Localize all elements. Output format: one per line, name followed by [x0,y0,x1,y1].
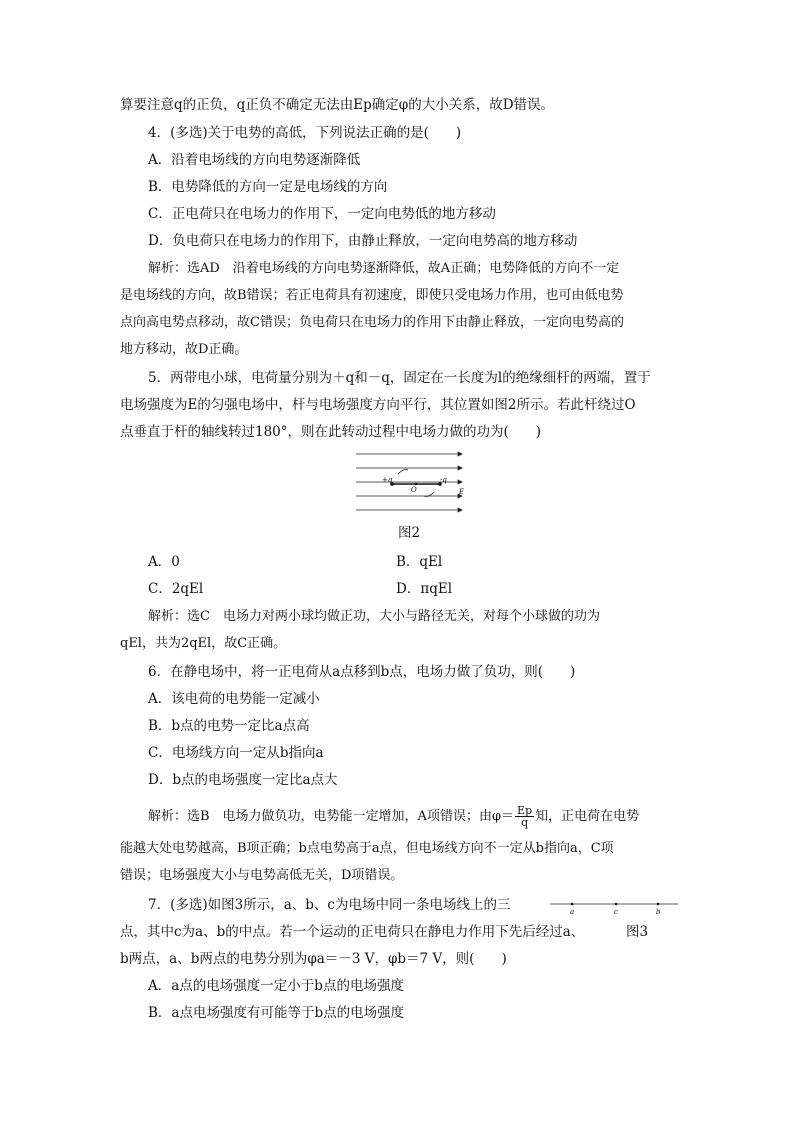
question-6-solution-line: 能越大处电势越高，B项正确；b点电势高于a点，但电场线方向不一定从b指向a，C项 [120,841,614,856]
question-4-solution-line: 点向高电势点移动，故C错误；负电荷只在电场力的作用下由静止释放，一定向电势高的 [120,315,624,330]
question-5-option-d: D．πqEl [396,581,453,597]
question-6-option-b: B．b点的电势一定比a点高 [148,718,310,734]
question-4-option-c: C．正电荷只在电场力的作用下，一定向电势低的地方移动 [148,206,496,222]
question-4-solution-line: 地方移动，故D正确。 [120,342,248,357]
question-6-solution-line: 错误；电场强度大小与电势高低无关，D项错误。 [120,868,404,883]
question-4-option-b: B．电势降低的方向一定是电场线的方向 [148,179,388,195]
fraction-numerator: Ep [517,804,533,817]
ep-over-q-fraction [515,805,534,828]
b-label: b [656,908,661,916]
figure-3-field-line-diagram [548,896,680,922]
question-4-option-a: A．沿着电场线的方向电势逐渐降低 [148,152,361,168]
question-5-option-c: C．2qEl [148,581,204,597]
question-7-stem: b两点，a、b两点的电势分别为φa＝－3 V，φb＝7 V，则( ) [120,951,507,967]
fraction-denominator: q [521,816,529,829]
question-4-solution-line: 解析：选AD 沿着电场线的方向电势逐渐降低，故A正确；电势降低的方向不一定 [148,261,620,276]
solution-text: 知，正电荷在电势 [535,809,640,824]
question-4-solution-line: 是电场线的方向，故B错误；若正电荷具有初速度，即使只受电场力作用，也可由低电势 [120,288,624,303]
question-4-option-d: D．负电荷只在电场力的作用下，由静止释放，一定向电势高的地方移动 [148,233,578,249]
text-line: 算要注意q的正负，q正负不确定无法由Ep确定φ的大小关系，故D错误。 [120,97,555,113]
question-5-stem: 5．两带电小球，电荷量分别为＋q和－q，固定在一长度为l的绝缘细杆的两端，置于 [148,370,651,386]
question-6-option-d: D．b点的电场强度一定比a点大 [148,772,338,788]
o-label: O [411,486,417,494]
figure-2-caption: 图2 [398,525,421,541]
plus-q-label: +q [382,476,393,484]
a-label: a [570,908,575,916]
question-5-stem: 点垂直于杆的轴线转过180°，则在此转动过程中电场力做的功为( ) [120,424,542,440]
minus-q-label: -q [440,476,447,484]
question-6-option-a: A．该电荷的电势能一定减小 [148,691,320,707]
question-5-stem: 电场强度为E的匀强电场中，杆与电场强度方向平行，其位置如图2所示。若此杆绕过O [120,397,636,413]
point-a [571,903,574,906]
point-c [615,903,618,906]
figure-2-electric-field-diagram [352,448,470,518]
question-6-stem: 6．在静电场中，将一正电荷从a点移到b点，电场力做了负功，则( ) [148,664,576,680]
question-7-stem: 点，其中c为a、b的中点。若一个运动的正电荷只在静电力作用下先后经过a、 [120,924,585,940]
question-6-solution-line [148,805,639,828]
figure-3-caption: 图3 [626,924,649,940]
question-7-option-b: B．a点电场强度有可能等于b点的电场强度 [148,1005,405,1021]
question-5-solution-line: qEl，共为2qEl，故C正确。 [120,636,287,651]
question-7-option-a: A．a点的电场强度一定小于b点的电场强度 [148,978,404,994]
c-label: c [614,908,618,916]
question-4-stem: 4．(多选)关于电势的高低，下列说法正确的是( ) [148,125,462,141]
question-5-solution-line: 解析：选C 电场力对两小球均做正功，大小与路径无关，对每个小球做的功为 [148,609,600,624]
solution-text: 解析：选B 电场力做负功，电势能一定增加，A项错误；由φ＝ [148,809,515,824]
point-b [657,903,660,906]
question-5-option-a: A．0 [148,554,180,570]
question-7-stem: 7．(多选)如图3所示，a、b、c为电场中同一条电场线上的三 [148,897,511,913]
pivot-o [415,483,417,485]
question-5-option-b: B．qEl [396,554,443,570]
question-6-option-c: C．电场线方向一定从b指向a [148,745,324,761]
rotation-arrow-top [398,470,408,475]
e-label: E [459,488,465,496]
